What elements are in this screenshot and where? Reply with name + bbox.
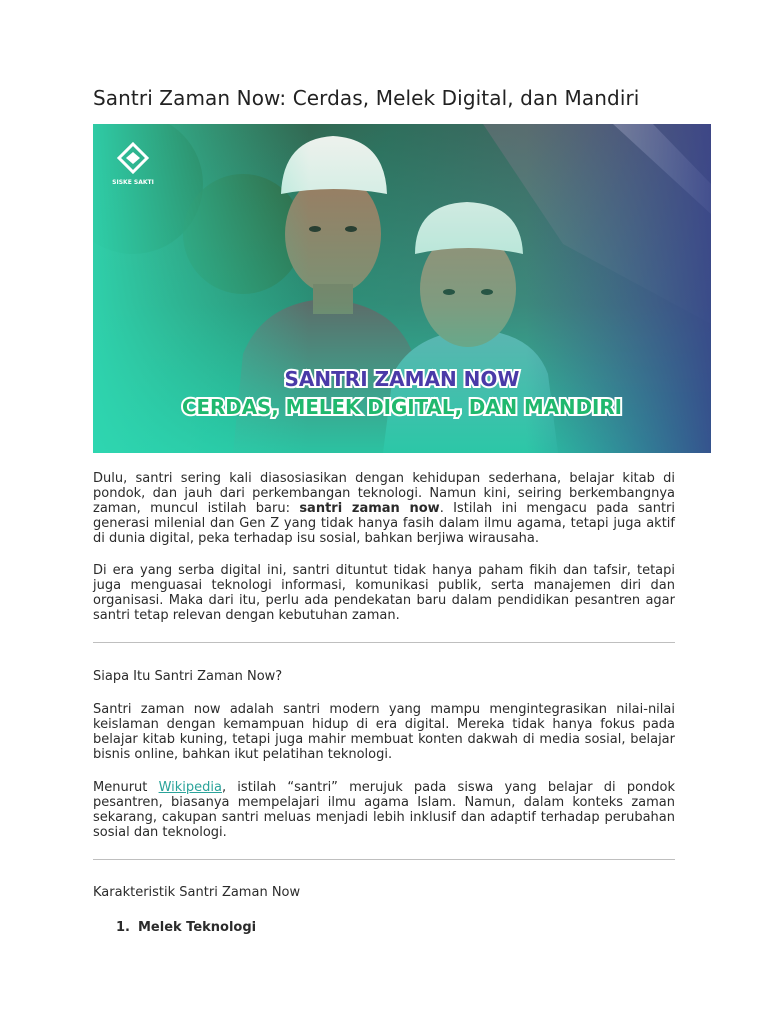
- section-heading-siapa: Siapa Itu Santri Zaman Now?: [93, 669, 283, 684]
- hero-illustration: [93, 124, 711, 453]
- wikipedia-link[interactable]: Wikipedia: [158, 780, 222, 795]
- divider: [93, 859, 675, 860]
- section1-text-end: , istilah “santri” merujuk pada siswa yang belajar di pondok pesantren, biasanya mempelajari ilmu agama Islam. Namun, dalam konteks zaman sekarang, cakupan santri meluas menjadi lebih inklusif dan adaptif terhadap perubahan sosial dan teknologi.: [93, 780, 676, 840]
- intro-paragraph-2: Di era yang serba digital ini, santri dituntut tidak hanya paham fikih dan tafsir, tetapi juga menguasai teknologi informasi, komunikasi publik, serta manajemen diri dan organisasi. Maka dari itu, perlu ada pendekatan baru dalam pendidikan pesantren agar santri tetap relevan dengan kebutuhan zaman.: [93, 563, 675, 623]
- section1-text-start: Menurut: [93, 780, 159, 795]
- banner-line-2: CERDAS, MELEK DIGITAL, DAN MANDIRI: [182, 395, 622, 419]
- banner-line-1: SANTRI ZAMAN NOW: [284, 367, 520, 391]
- intro-text-start: Dulu, santri sering kali diasosiasikan dengan kehidupan sederhana, belajar kitab di pondok, dan jauh dari perkembangan teknologi. Namun kini, seiring berkembangnya zaman, muncul istilah baru:: [93, 471, 675, 516]
- list-item: [116, 920, 256, 935]
- intro-text-end: . Istilah ini mengacu pada santri generasi milenial dan Gen Z yang tidak hanya fasih dalam ilmu agama, tetapi juga aktif di dunia digital, peka terhadap isu sosial, bahkan berjiwa wirausaha.: [93, 501, 675, 546]
- intro-paragraph-1: [93, 471, 675, 546]
- brand-logo-text: SISKE SAKTI: [112, 179, 154, 186]
- list-item-number: 1.: [116, 920, 130, 935]
- hero-image: [93, 124, 711, 453]
- page-title: Santri Zaman Now: Cerdas, Melek Digital, dan Mandiri: [93, 86, 640, 110]
- list-item-label: Melek Teknologi: [137, 920, 257, 935]
- intro-bold-term: santri zaman now: [299, 501, 440, 516]
- section1-paragraph-1: Santri zaman now adalah santri modern yang mampu mengintegrasikan nilai-nilai keislaman dengan kemampuan hidup di era digital. Mereka tidak hanya fokus pada belajar kitab kuning, tetapi juga mahir membuat konten dakwah di media sosial, belajar bisnis online, bahkan ikut pelatihan teknologi.: [93, 702, 675, 762]
- divider: [93, 642, 675, 643]
- section1-paragraph-2: [93, 780, 675, 840]
- section-heading-karakteristik: Karakteristik Santri Zaman Now: [93, 885, 301, 900]
